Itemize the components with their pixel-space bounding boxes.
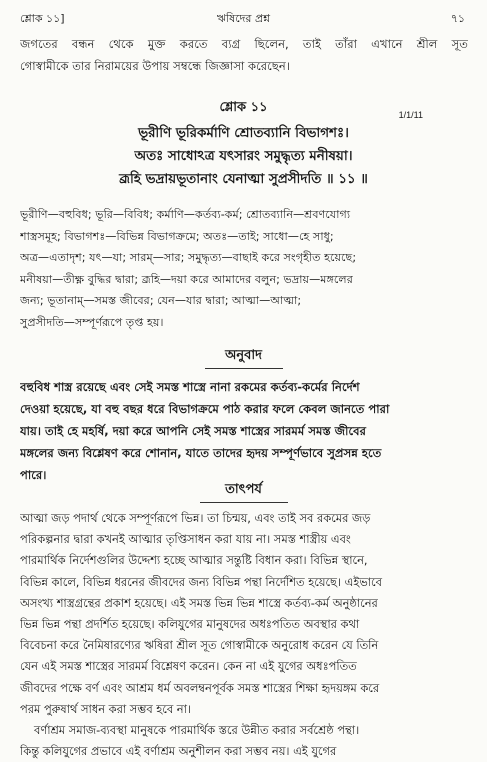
page-number: ৭১ (450, 12, 465, 25)
translation-line: মঙ্গলের জন্য বিশ্লেষণ করে শোনান, যাতে তাদের হৃদয় সম্পূর্ণভাবে সুপ্রসন্ন হতে (20, 446, 382, 460)
purport-line: পরম পুরুষার্থ সাধন করা সম্ভব হবে না। (20, 701, 191, 716)
translation-line: বহুবিধ শাস্ত্র রয়েছে এবং সেই সমস্ত শাস্ত্রে নানা রকমের কর্তব্য-কর্মের নির্দেশ (20, 380, 360, 394)
purport-line: যেন এই সমস্ত শাস্ত্রের সারমর্ম বিশ্লেষণ করেন। কেন না এই যুগের অধঃপতিত (20, 659, 357, 674)
purport-line: পারমার্থিক নির্দেশগুলির উদ্দেশ্য হচ্ছে আত্মার সন্তুষ্টি বিধান করা। বিভিন্ন স্থানে, (20, 553, 368, 568)
purport-heading: তাৎপর্য (225, 482, 262, 497)
purport-paragraph (20, 508, 468, 762)
synonym-line: শাস্ত্রসমূহ; বিভাগশঃ—বিভিন্ন বিভাগক্রমে; অতঃ—তাই; সাধো—হে সাধু; (20, 229, 334, 243)
synonym-line: জন্য; ভূতানাম্—সমস্ত জীবের; যেন—যার দ্বারা; আত্মা—আত্মা; (20, 294, 302, 307)
running-head-verse-number: শ্লোক ১১] (20, 12, 65, 25)
verse-line: ব্রূহি ভদ্রায়ভূতানাং যেনাত্মা সুপ্রসীদতি ॥ ১১ ॥ (119, 172, 368, 187)
purport-line: বিবেচনা করে নৈমিষারণ্যের ঋষিরা শ্রীল সূত গোস্বামীকে অনুরোধ করেন যে তিনি (20, 638, 379, 653)
intro-paragraph (20, 34, 468, 77)
purport-line: জীবদের পক্ষে বর্ণ এবং আশ্রম ধর্ম অবলম্বনপূর্বক সমস্ত শাস্ত্রের শিক্ষা হৃদয়ঙ্গম করে (20, 680, 380, 695)
translation-line: পারে। (20, 468, 47, 482)
purport-line: আত্মা জড় পদার্থ থেকে সম্পূর্ণরূপে ভিন্ন। তা চিন্ময়, এবং তাই সব রকমের জড় (20, 511, 371, 525)
synonym-line: সুপ্রসীদতি—সম্পূর্ণরূপে তৃপ্ত হয়। (20, 315, 164, 329)
verse-reference: 1/1/11 (398, 110, 423, 120)
purport-heading-rule (200, 502, 288, 503)
translation-line: যায়। তাই হে মহর্ষি, দয়া করে আপনি সেই সমস্ত শাস্ত্রের সারমর্ম সমস্ত জীবের (20, 424, 366, 438)
purport-line: কিন্তু কলিযুগের প্রভাবে এই বর্ণাশ্রম অনুশীলন করা সম্ভব নয়। এই যুগের (20, 744, 337, 759)
running-head (14, 8, 473, 26)
verse-line: অতঃ সাধোঽত্র যৎসারং সমুদ্ধৃত্য মনীষয়া। (134, 149, 353, 164)
translation-paragraph (20, 376, 468, 486)
synonym-line: মনীষয়া—তীক্ষ্ণ বুদ্ধির দ্বারা; ব্রূহি—দয়া করে আমাদের বলুন; ভদ্রায়—মঙ্গলের (20, 272, 353, 286)
verse-line: ভূরীণি ভূরিকর্মাণি শ্রোতব্যানি বিভাগশঃ। (138, 126, 349, 141)
purport-line: বর্ণাশ্রম সমাজ-ব্যবস্থা মানুষকে পারমার্থিক স্তরে উন্নীত করার সর্বশ্রেষ্ঠ পন্থা। (34, 723, 360, 738)
translation-heading-rule (205, 368, 283, 369)
word-meanings (20, 204, 468, 333)
synonym-line: অত্র—এতাদৃশ; যৎ—যা; সারম্—সার; সমুদ্ধৃত্য—বাছাই করে সংগৃহীত হয়েছে; (20, 251, 357, 264)
purport-line: অসংখ্য শাস্ত্রগ্রন্থের প্রকাশ হয়েছে। এই সমস্ত ভিন্ন ভিন্ন শাস্ত্রে কর্তব্য-কর্ম অনুষ্ঠানের (20, 595, 378, 610)
purport-line: বিভিন্ন কালে, বিভিন্ন ধরনের জীবদের জন্য বিভিন্ন পন্থা নির্দেশিত হয়েছে। এইভাবে (20, 574, 382, 589)
intro-line: জগতের বন্ধন থেকে মুক্ত করতে ব্যগ্র ছিলেন, তাই তাঁরা এখানে শ্রীল সূত (20, 37, 468, 51)
verse-heading: শ্লোক ১১ (219, 100, 268, 115)
synonym-line: ভূরীণি—বহুবিধ; ভূরি—বিবিধ; কর্মাণি—কর্তব্য-কর্ম; শ্রোতব্যানি—শ্রবণযোগ্য (20, 208, 351, 221)
sanskrit-verse (0, 122, 487, 191)
purport-line: ভিন্ন ভিন্ন পন্থা প্রদর্শিত হয়েছে। কলিযুগের মানুষদের অধঃপতিত অবস্থার কথা (20, 617, 360, 632)
translation-heading: অনুবাদ (225, 348, 262, 363)
translation-line: দেওয়া হয়েছে, যা বহু বছর ধরে বিভাগক্রমে পাঠ করার ফলে কেবল জানতে পারা (20, 402, 390, 416)
running-head-chapter-title: ঋষিদের প্রশ্ন (216, 12, 271, 25)
intro-line: গোস্বামীকে তার নিরাময়ের উপায় সম্বন্ধে জিজ্ঞাসা করেছেন। (20, 58, 290, 73)
purport-line: পরিকল্পনার দ্বারা কখনই আত্মার তৃপ্তিসাধন করা যায় না। সমস্ত শাস্ত্রীয় এবং (20, 532, 351, 547)
